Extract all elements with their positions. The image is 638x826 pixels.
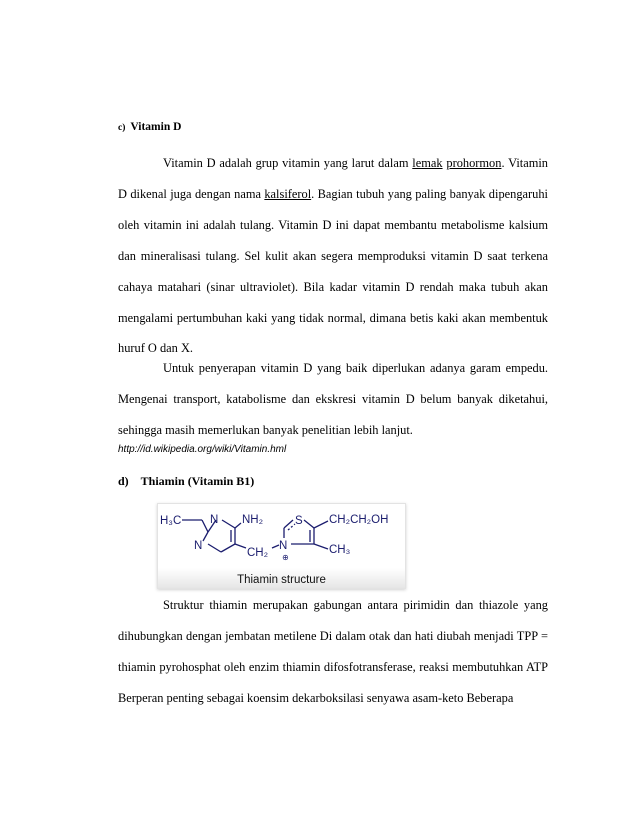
link-kalsiferol[interactable]: kalsiferol [264, 186, 312, 201]
section-c-label: c) [118, 123, 126, 133]
label-s: S [295, 515, 303, 527]
para1-text-4: . Bagian tubuh yang paling banyak dipengaruhi oleh vitamin ini adalah tulang. Vitamin D ini dapat membantu metabolisme kalsium dan mineralisasi tulang. Sel kulit akan segera memproduksi vitamin D saat terkena cahaya matahari (sinar ultraviolet). Bila kadar vitamin D rendah maka tubuh akan mengalami pertumbuhan kaki yang tidak normal, dimana betis kaki akan membentuk huruf O dan X. [118, 186, 548, 356]
link-prohormon[interactable]: prohormon [446, 156, 502, 170]
label-ch2: CH₂ [247, 547, 269, 559]
label-n-plus: N [279, 540, 288, 552]
label-h3c: H₃C [160, 515, 182, 527]
para2-text: Untuk penyerapan vitamin D yang baik diperlukan adanya garam empedu. Mengenai transport, katabolisme dan ekskresi vitamin D belum banyak diketahui, sehingga masih memerlukan banyak penelitian lebih lanjut. [118, 361, 548, 437]
section-d-heading [118, 474, 254, 489]
label-n-bottom: N [194, 540, 203, 552]
section-d-title: Thiamin (Vitamin B1) [140, 474, 255, 488]
label-nh2: NH₂ [242, 514, 264, 526]
thiamin-structure-figure [157, 503, 406, 589]
section-d-label: d) [118, 474, 129, 488]
para3-text: Struktur thiamin merupakan gabungan antara pirimidin dan thiazole yang dihubungkan dengan jembatan metilene Di dalam otak dan hati diubah menjadi TPP = thiamin pyrohosphat oleh enzim thiamin difosfotransferase, reaksi membutuhkan ATP Berperan penting sebagai koensim dekarboksilasi senyawa asam-keto Beberapa [118, 598, 548, 705]
label-plus-charge: ⊕ [282, 553, 289, 562]
section-c-heading [118, 121, 181, 133]
label-ch2ch2oh: CH₂CH₂OH [329, 514, 389, 526]
label-n-top: N [210, 514, 219, 526]
structure-labels [160, 514, 388, 562]
thiamin-paragraph [118, 590, 548, 714]
para1-text-1: Vitamin D adalah grup vitamin yang larut dalam [163, 156, 413, 170]
label-ch3: CH₃ [329, 544, 351, 556]
vitamin-d-paragraph-2 [118, 353, 548, 446]
para1-text-3: . Vitamin D dikenal juga dengan nama [118, 156, 548, 201]
source-url: http://id.wikipedia.org/wiki/Vitamin.hml [118, 444, 287, 455]
link-lemak[interactable]: lemak [412, 156, 443, 170]
vitamin-d-paragraph-1 [118, 148, 548, 364]
figure-caption: Thiamin structure [237, 574, 326, 586]
section-c-title: Vitamin D [130, 121, 182, 133]
